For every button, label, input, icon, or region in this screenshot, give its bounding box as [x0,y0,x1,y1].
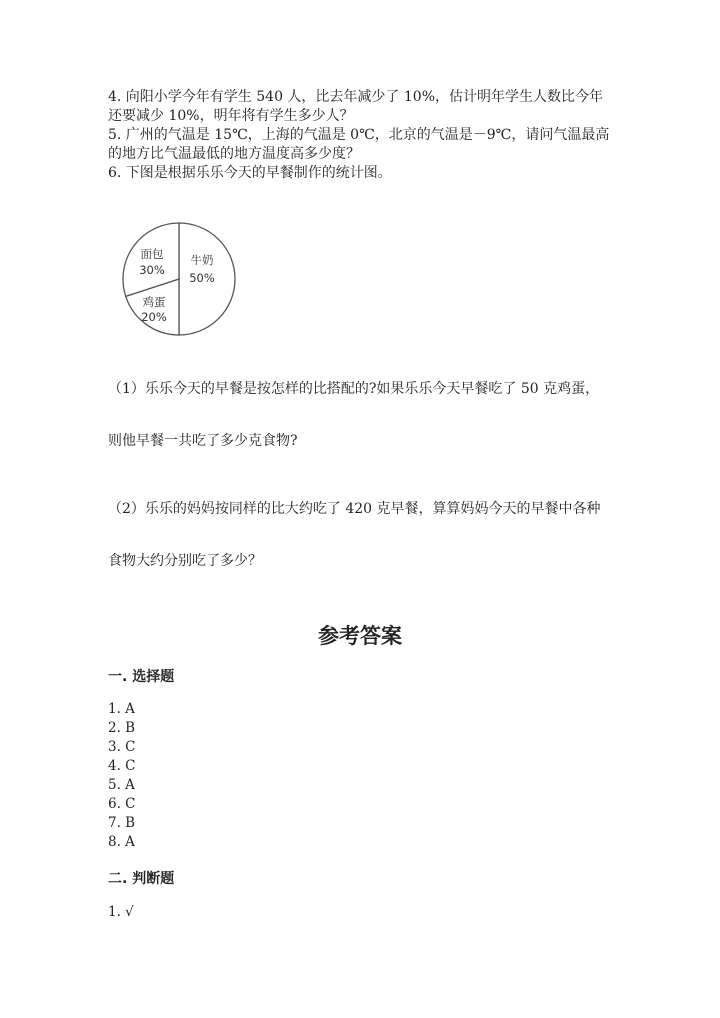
question-5-line-1: 5. 广州的气温是 15℃，上海的气温是 0℃，北京的气温是－9℃，请问气温最高 [108,127,610,143]
sub-question-1-line-1: （1）乐乐今天的早餐是按怎样的比搭配的?如果乐乐今天早餐吃了 50 克鸡蛋， [108,381,600,397]
section-choice-heading: 一. 选择题 [108,669,175,685]
choice-answer: 1. A [108,701,135,717]
sub-question-2-line-2: 食物大约分别吃了多少？ [108,553,262,569]
sub-question-1-line-2: 则他早餐一共吃了多少克食物? [108,433,298,449]
sub-question-2-line-1: （2）乐乐的妈妈按同样的比大约吃了 420 克早餐，算算妈妈今天的早餐中各种 [108,501,601,517]
judge-answer: 1. √ [108,904,134,920]
question-5-line-2: 的地方比气温最低的地方温度高多少度？ [108,146,360,162]
question-4-line-1: 4. 向阳小学今年有学生 540 人，比去年减少了 10%，估计明年学生人数比今年 [108,89,603,105]
pie-percent-milk: 50% [189,271,215,285]
choice-answer: 6. C [108,796,136,812]
pie-label-milk: 牛奶 [190,253,214,267]
choice-answer: 5. A [108,777,135,793]
pie-percent-bread: 30% [139,263,165,277]
question-4-line-2: 还要减少 10%，明年将有学生多少人？ [108,108,354,124]
choice-answer: 7. B [108,815,136,831]
choice-answer: 3. C [108,739,136,755]
choice-answer: 8. A [108,834,135,850]
pie-percent-egg: 20% [141,310,167,324]
answer-key-title: 参考答案 [318,623,402,648]
breakfast-pie-chart [118,220,240,338]
choice-answer: 4. C [108,758,136,774]
choice-answer: 2. B [108,720,136,736]
question-6-line-1: 6. 下图是根据乐乐今天的早餐制作的统计图。 [108,165,392,181]
pie-label-egg: 鸡蛋 [142,295,166,309]
section-judge-heading: 二. 判断题 [108,871,175,887]
pie-label-bread: 面包 [140,247,164,261]
